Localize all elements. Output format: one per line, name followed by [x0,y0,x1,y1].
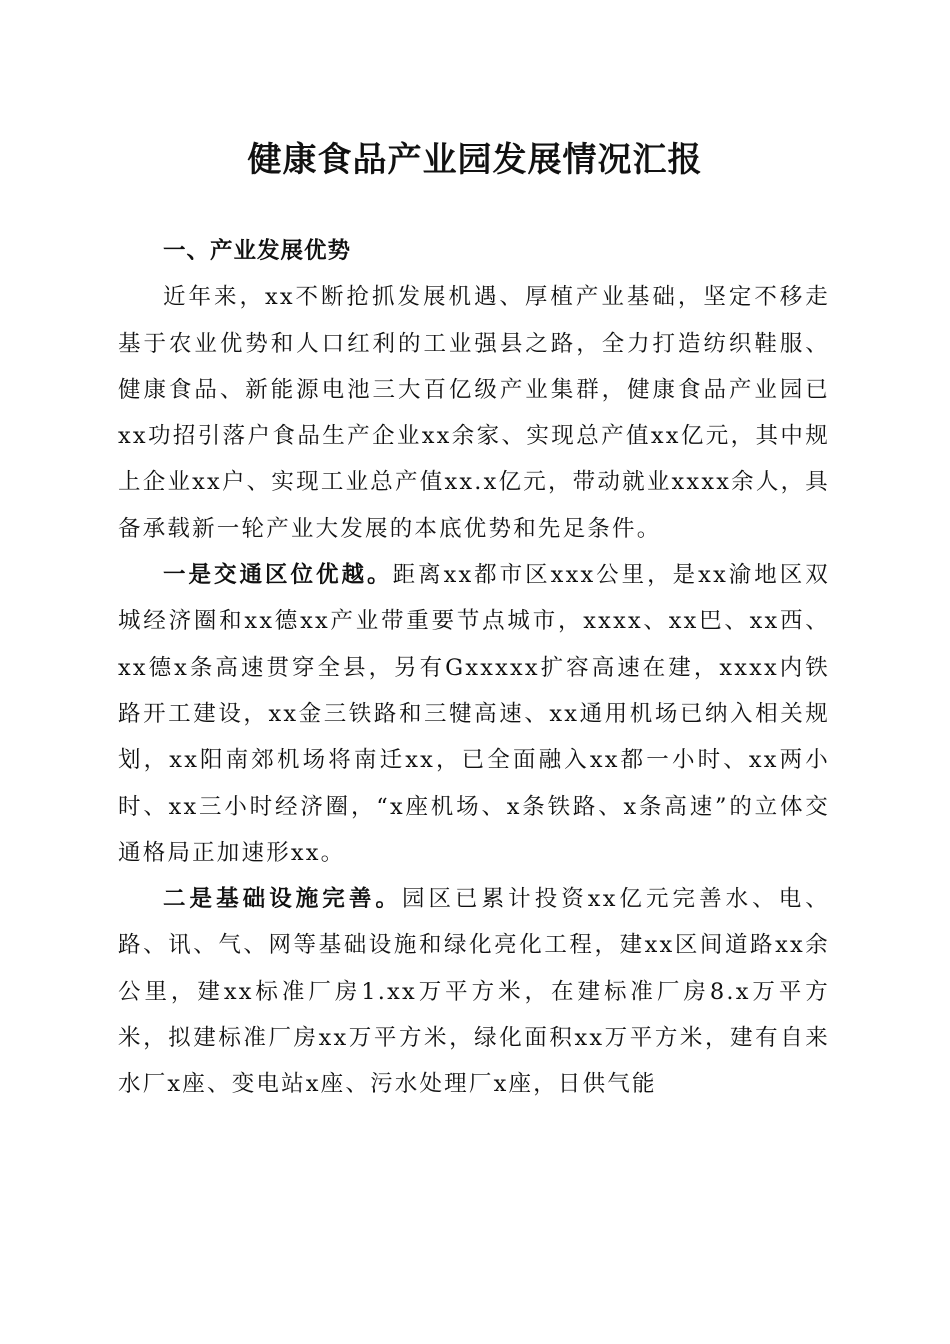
infrastructure-paragraph [118,876,830,1107]
infrastructure-text: 园区已累计投资xx亿元完善水、电、路、讯、气、网等基础设施和绿化亮化工程，建xx区间道路xx余公里，建xx标准厂房1.xx万平方米，在建标准厂房8.x万平方米，拟建标准厂房xx万平方米，绿化面积xx万平方米，建有自来水厂x座、变电站x座、污水处理厂x座，日供气能 [118,886,830,1098]
transport-lead: 一是交通区位优越。 [163,562,393,589]
transport-paragraph [118,552,830,876]
document-title: 健康食品产业园发展情况汇报 [247,140,703,180]
document-body [118,228,830,1108]
infrastructure-lead: 二是基础设施完善。 [163,886,402,913]
section-heading: 一、产业发展优势 [163,238,352,264]
intro-paragraph: 近年来，xx不断抢抓发展机遇、厚植产业基础，坚定不移走基于农业优势和人口红利的工业强县之路，全力打造纺织鞋服、健康食品、新能源电池三大百亿级产业集群，健康食品产业园已xx功招引落户食品生产企业xx余家、实现总产值xx亿元，其中规上企业xx户、实现工业总产值xx.x亿元，带动就业xxxx余人，具备承载新一轮产业大发展的本底优势和先足条件。 [118,284,830,542]
transport-text: 距离xx都市区xxx公里，是xx渝地区双城经济圈和xx德xx产业带重要节点城市，xxxx、xx巴、xx西、xx德x条高速贯穿全县，另有Gxxxxx扩容高速在建，xxxx内铁路开工建设，xx金三铁路和三犍高速、xx通用机场已纳入相关规划，xx阳南郊机场将南迁xx，已全面融入xx都一小时、xx两小时、xx三小时经济圈，“x座机场、x条铁路、x条高速”的立体交通格局正加速形xx。 [118,562,830,866]
